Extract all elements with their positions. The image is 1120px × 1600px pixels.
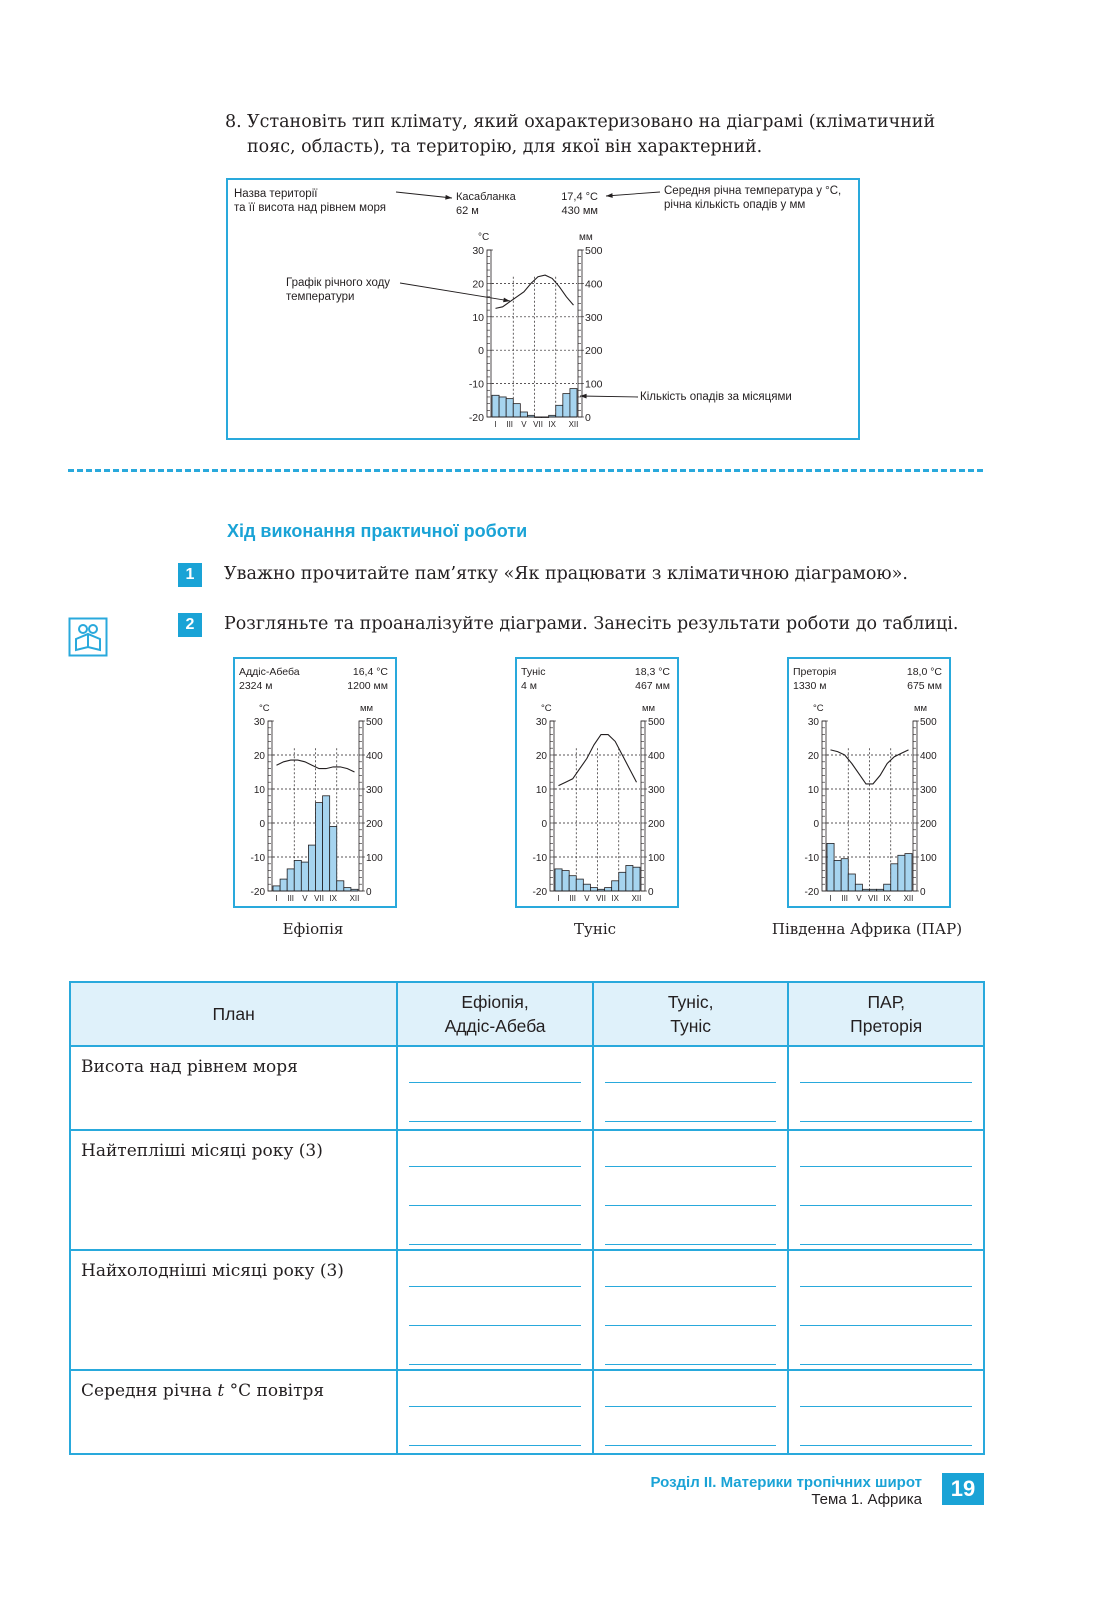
station-elevation: 2324 м xyxy=(239,680,273,692)
precip-bar xyxy=(287,869,294,891)
month-label: IX xyxy=(611,894,619,903)
header-tunisia xyxy=(593,982,789,1046)
precip-bar xyxy=(280,879,287,891)
precip-bar xyxy=(308,845,315,891)
precip-bar xyxy=(556,405,563,417)
precip-bar xyxy=(273,886,280,891)
station-elevation: 62 м xyxy=(456,205,479,217)
temp-tick-label: 10 xyxy=(472,311,484,324)
answer-cell[interactable] xyxy=(788,1130,984,1250)
month-label: I xyxy=(494,420,497,429)
temp-tick-label: 0 xyxy=(478,345,484,358)
precip-bar xyxy=(563,394,570,417)
month-label: XII xyxy=(903,894,914,903)
precip-tick-label: 300 xyxy=(585,311,603,324)
temp-unit-label: °C xyxy=(541,703,552,714)
caption-tunisia: Туніс xyxy=(573,920,617,938)
diagram-addis-ababa xyxy=(233,657,397,908)
header-tunisia-city: Туніс xyxy=(670,1016,712,1036)
month-label: IX xyxy=(548,420,556,429)
row-label-coldest: Найхолодніші місяці року (3) xyxy=(70,1250,397,1370)
temp-unit-label: °C xyxy=(478,232,490,243)
temp-axis xyxy=(268,721,272,891)
temp-tick-label: 30 xyxy=(535,717,547,728)
avg-temp-prefix: Середня річна xyxy=(81,1381,218,1401)
arrow-head xyxy=(445,195,452,200)
temp-tick-label: -20 xyxy=(250,887,265,898)
temp-tick-label: 0 xyxy=(259,819,265,830)
precip-tick-label: 200 xyxy=(648,819,665,830)
precip-bar xyxy=(337,881,344,891)
annotation-station-line2: та її висота над рівнем моря xyxy=(234,202,386,214)
annotation-arrow xyxy=(400,283,510,301)
precip-tick-label: 200 xyxy=(366,819,383,830)
temp-tick-label: 20 xyxy=(807,751,819,762)
task-8-number: 8. xyxy=(225,112,242,132)
precip-bar xyxy=(905,854,912,891)
temp-tick-label: 0 xyxy=(813,819,819,830)
header-south-africa xyxy=(788,982,984,1046)
month-label: XII xyxy=(568,420,579,429)
temp-tick-label: -20 xyxy=(804,887,819,898)
arrow-head xyxy=(503,298,510,303)
temperature-line xyxy=(496,275,574,308)
precip-axis xyxy=(913,721,917,891)
month-label: V xyxy=(584,894,590,903)
header-ethiopia-country: Ефіопія, xyxy=(461,992,529,1012)
temp-tick-label: 20 xyxy=(472,278,484,291)
precip-bar xyxy=(301,862,308,891)
precip-bar xyxy=(891,864,898,891)
precip-bar xyxy=(834,860,841,891)
row-label-warmest: Найтепліші місяці року (3) xyxy=(70,1130,397,1250)
precip-unit-label: мм xyxy=(642,703,656,714)
task-8-text: Установіть тип клімату, який охарактеризовано на діаграмі (кліматичний пояс, область), та територію, для якої він характерний. xyxy=(247,112,936,157)
precip-bar xyxy=(492,395,499,417)
precip-bar xyxy=(562,871,569,891)
station-name: Туніс xyxy=(521,666,546,678)
answer-cell[interactable] xyxy=(397,1130,593,1250)
diagram-pretoria xyxy=(787,657,951,908)
header-ethiopia xyxy=(397,982,593,1046)
precip-tick-label: 300 xyxy=(648,785,665,796)
table-row xyxy=(70,1130,984,1250)
answer-cell[interactable] xyxy=(397,1370,593,1454)
temp-tick-label: -10 xyxy=(468,378,484,391)
task-8 xyxy=(225,110,985,160)
annotation-arrow xyxy=(580,396,638,397)
table-row xyxy=(70,1250,984,1370)
annotation-station-line1: Назва території xyxy=(234,188,318,200)
climate-diagram-pretoria xyxy=(789,659,949,906)
precip-tick-label: 300 xyxy=(366,785,383,796)
annotation-arrow xyxy=(396,192,452,198)
precip-bar xyxy=(626,866,633,892)
sample-diagram-frame xyxy=(226,178,860,440)
section-heading: Хід виконання практичної роботи xyxy=(227,521,528,541)
temperature-line xyxy=(831,750,909,784)
answer-cell[interactable] xyxy=(593,1046,789,1130)
precip-tick-label: 200 xyxy=(585,345,603,358)
temp-tick-label: -20 xyxy=(468,412,484,424)
precip-bar xyxy=(841,859,848,891)
temp-unit-label: °C xyxy=(813,703,824,714)
step-1-badge: 1 xyxy=(178,563,202,587)
answer-cell[interactable] xyxy=(397,1250,593,1370)
precip-bar xyxy=(520,412,527,417)
precip-tick-label: 100 xyxy=(920,853,937,864)
month-label: III xyxy=(506,420,514,429)
row-label-altitude: Висота над рівнем моря xyxy=(70,1046,397,1130)
answer-cell[interactable] xyxy=(593,1370,789,1454)
temp-axis xyxy=(550,721,554,891)
station-name: Касабланка xyxy=(456,191,516,203)
precip-tick-label: 400 xyxy=(366,751,383,762)
annotation-precip: Кількість опадів за місяцями xyxy=(640,391,792,403)
precip-tick-label: 500 xyxy=(366,717,383,728)
answer-cell[interactable] xyxy=(593,1250,789,1370)
month-label: VII xyxy=(533,420,543,429)
month-label: IX xyxy=(329,894,337,903)
annotation-temp-line2: температури xyxy=(286,291,355,303)
page-number: 19 xyxy=(942,1473,984,1505)
precip-tick-label: 0 xyxy=(920,887,926,898)
precip-bar xyxy=(576,879,583,891)
caption-ethiopia: Ефіопія xyxy=(282,920,344,938)
answer-cell[interactable] xyxy=(788,1250,984,1370)
station-elevation: 1330 м xyxy=(793,680,827,692)
station-avg-temp: 16,4 °C xyxy=(352,666,388,678)
precip-tick-label: 300 xyxy=(920,785,937,796)
month-label: III xyxy=(569,894,577,903)
month-label: I xyxy=(829,894,832,903)
answer-cell[interactable] xyxy=(593,1130,789,1250)
annotation-avg-line1: Середня річна температура у °С, xyxy=(664,185,842,197)
annotation-avg-line2: річна кількість опадів у мм xyxy=(664,199,806,211)
row-label-avg-temp xyxy=(70,1370,397,1454)
station-precip-total: 430 мм xyxy=(561,205,598,217)
temp-axis xyxy=(487,250,491,417)
precip-unit-label: мм xyxy=(360,703,374,714)
month-label: I xyxy=(275,894,278,903)
precip-bar xyxy=(513,404,520,417)
precip-bar xyxy=(590,888,597,891)
avg-temp-suffix: °С повітря xyxy=(224,1381,325,1401)
answer-cell[interactable] xyxy=(397,1046,593,1130)
footer-section: Розділ ІІ. Материки тропічних широт xyxy=(650,1474,922,1491)
precip-tick-label: 0 xyxy=(648,887,654,898)
precip-bar xyxy=(570,389,577,417)
table-header-row xyxy=(70,982,984,1046)
precip-tick-label: 400 xyxy=(585,278,603,291)
precip-bar xyxy=(633,867,640,891)
climate-diagram-addis-ababa xyxy=(235,659,395,906)
precip-tick-label: 100 xyxy=(585,378,603,391)
precip-tick-label: 500 xyxy=(648,717,665,728)
diagram-tunis xyxy=(515,657,679,908)
temp-tick-label: -10 xyxy=(250,853,265,864)
station-avg-temp: 18,0 °C xyxy=(906,666,942,678)
temp-tick-label: -10 xyxy=(804,853,819,864)
temp-tick-label: -20 xyxy=(532,887,547,898)
precip-bar xyxy=(569,876,576,891)
answer-cell[interactable] xyxy=(788,1370,984,1454)
precip-bar xyxy=(583,884,590,891)
precip-bar xyxy=(344,888,351,891)
temp-tick-label: 10 xyxy=(253,785,265,796)
precip-bar xyxy=(855,884,862,891)
precip-bar xyxy=(848,874,855,891)
precip-tick-label: 500 xyxy=(920,717,937,728)
month-label: VII xyxy=(868,894,878,903)
header-south-africa-country: ПАР, xyxy=(867,992,905,1012)
climate-diagram-tunis xyxy=(517,659,677,906)
table-row xyxy=(70,1370,984,1454)
month-label: V xyxy=(521,420,527,429)
precip-bar xyxy=(330,826,337,891)
temp-tick-label: 10 xyxy=(807,785,819,796)
temp-unit-label: °C xyxy=(259,703,270,714)
month-label: III xyxy=(287,894,295,903)
precip-tick-label: 100 xyxy=(648,853,665,864)
answer-cell[interactable] xyxy=(788,1046,984,1130)
precip-bar xyxy=(827,843,834,891)
station-name: Аддіс-Абеба xyxy=(239,666,300,678)
temp-tick-label: 30 xyxy=(807,717,819,728)
station-name: Преторія xyxy=(793,666,837,678)
precip-bar xyxy=(884,884,891,891)
temp-tick-label: -10 xyxy=(532,853,547,864)
step-2-badge: 2 xyxy=(178,613,202,637)
precip-bar xyxy=(499,397,506,417)
station-avg-temp: 18,3 °C xyxy=(634,666,670,678)
header-south-africa-city: Преторія xyxy=(850,1016,923,1036)
precip-bar xyxy=(506,399,513,417)
precip-tick-label: 0 xyxy=(366,887,372,898)
precip-bar xyxy=(898,855,905,891)
header-plan-label: План xyxy=(212,1004,255,1024)
header-tunisia-country: Туніс, xyxy=(667,992,714,1012)
precip-bar xyxy=(619,872,626,891)
annotation-arrow xyxy=(606,192,660,196)
month-label: V xyxy=(302,894,308,903)
step-2-text: Розгляньте та проаналізуйте діаграми. Занесіть результати роботи до таблиці. xyxy=(224,614,959,634)
month-label: XII xyxy=(349,894,360,903)
month-label: VII xyxy=(596,894,606,903)
precip-tick-label: 200 xyxy=(920,819,937,830)
station-avg-temp: 17,4 °C xyxy=(561,191,598,203)
month-label: XII xyxy=(631,894,642,903)
temp-tick-label: 20 xyxy=(535,751,547,762)
station-precip-total: 675 мм xyxy=(907,680,942,692)
temp-tick-label: 30 xyxy=(472,245,484,257)
month-label: V xyxy=(856,894,862,903)
table-row xyxy=(70,1046,984,1130)
precip-tick-label: 100 xyxy=(366,853,383,864)
precip-tick-label: 500 xyxy=(585,245,603,257)
header-plan xyxy=(70,982,397,1046)
precip-bar xyxy=(555,869,562,891)
month-label: VII xyxy=(314,894,324,903)
month-label: III xyxy=(841,894,849,903)
caption-south-africa: Південна Африка (ПАР) xyxy=(771,920,963,938)
precip-bar xyxy=(605,888,612,891)
dashed-separator xyxy=(68,469,983,472)
step-1-text: Уважно прочитайте пам’ятку «Як працювати з кліматичною діаграмою». xyxy=(224,564,908,584)
sample-diagram xyxy=(228,180,858,438)
temp-tick-label: 30 xyxy=(253,717,265,728)
precip-unit-label: мм xyxy=(579,232,593,243)
station-precip-total: 467 мм xyxy=(635,680,670,692)
precip-bar xyxy=(316,803,323,891)
precip-tick-label: 400 xyxy=(648,751,665,762)
precip-axis xyxy=(641,721,645,891)
precip-unit-label: мм xyxy=(914,703,928,714)
month-label: IX xyxy=(883,894,891,903)
station-elevation: 4 м xyxy=(521,680,537,692)
precip-axis xyxy=(359,721,363,891)
avg-temp-var: t xyxy=(217,1381,225,1401)
precip-axis xyxy=(578,250,582,417)
results-table xyxy=(69,981,985,1455)
temp-axis xyxy=(822,721,826,891)
precip-bar xyxy=(294,860,301,891)
footer-topic: Тема 1. Африка xyxy=(811,1491,922,1508)
precip-tick-label: 400 xyxy=(920,751,937,762)
month-label: I xyxy=(557,894,560,903)
temp-tick-label: 10 xyxy=(535,785,547,796)
temp-tick-label: 0 xyxy=(541,819,547,830)
precip-bar xyxy=(323,796,330,891)
precip-bar xyxy=(612,881,619,891)
temp-tick-label: 20 xyxy=(253,751,265,762)
station-precip-total: 1200 мм xyxy=(347,680,388,692)
header-ethiopia-city: Аддіс-Абеба xyxy=(444,1016,546,1036)
annotation-temp-line1: Графік річного ходу xyxy=(286,277,391,289)
precip-tick-label: 0 xyxy=(585,412,591,424)
book-readers-icon xyxy=(68,617,108,657)
